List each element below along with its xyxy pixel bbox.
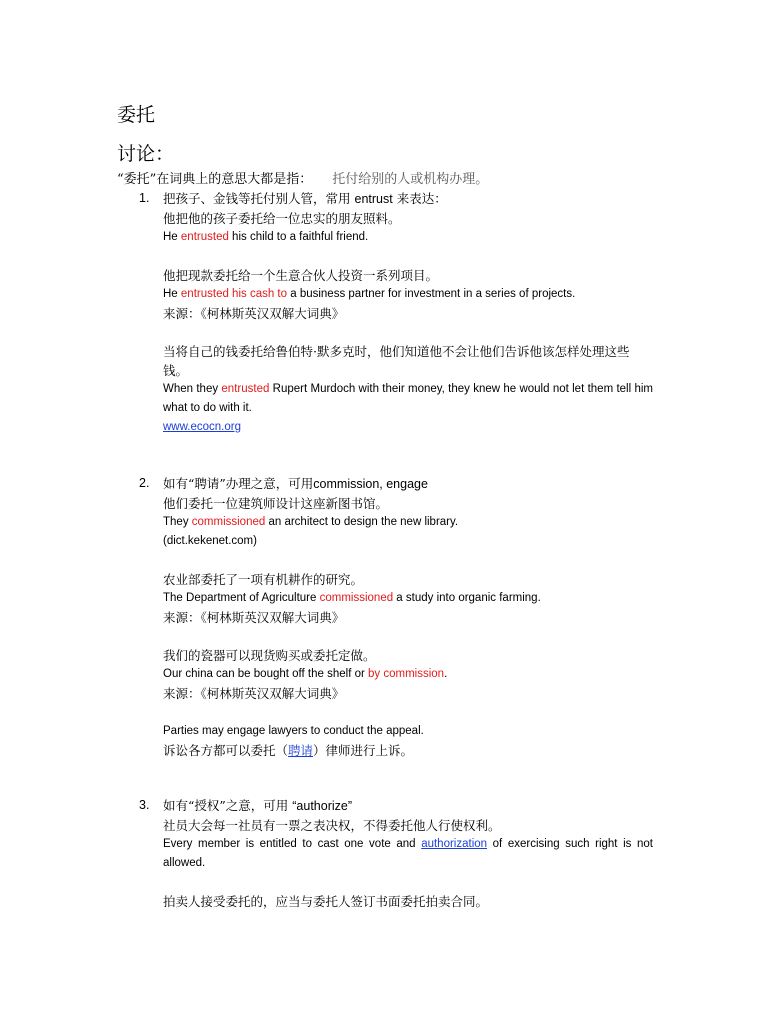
example-en xyxy=(163,835,653,873)
example-en-text: of exercising such right is not allowed. xyxy=(163,838,653,869)
example-cn: 他把他的孩子委托给一位忠实的朋友照料。 xyxy=(163,211,401,226)
authorization-link[interactable]: authorization xyxy=(421,838,488,850)
example-cn xyxy=(163,741,653,760)
example-en-text: . xyxy=(444,668,448,680)
glossary-link[interactable]: 聘请 xyxy=(288,743,314,758)
example-source: (dict.kekenet.com) xyxy=(163,535,257,547)
item-heading-text: 如有“聘请”办理之意，可用 xyxy=(163,476,314,491)
example-en-text: a business partner for investment in a series of projects. xyxy=(287,288,576,300)
discussion-heading: 讨论： xyxy=(117,143,175,165)
example-en: Parties may engage lawyers to conduct the appeal. xyxy=(163,725,424,737)
example-highlight: commissioned xyxy=(191,516,266,528)
example-cn: 他把现款委托给一个生意合伙人投资一系列项目。 xyxy=(163,268,439,283)
example-en-text: an architect to design the new library. xyxy=(265,516,459,528)
example-en-text: He xyxy=(163,288,181,300)
item-heading-term: “authorize” xyxy=(292,799,353,813)
example-highlight: entrusted his cash to xyxy=(180,288,288,300)
item-heading-term: commission, engage xyxy=(313,477,428,491)
page-title: 委托 xyxy=(117,104,156,126)
source-link[interactable]: www.ecocn.org xyxy=(163,421,241,433)
example-en-text: The Department of Agriculture xyxy=(163,592,320,604)
example-en xyxy=(163,665,653,684)
example-cn: 我们的瓷器可以现货购买或委托定做。 xyxy=(163,648,376,663)
item-number: 1. xyxy=(139,191,150,205)
list-item-2 xyxy=(117,474,653,760)
intro-line xyxy=(117,171,488,189)
example-cn: 社员大会每一社员有一票之表决权，不得委托他人行使权利。 xyxy=(163,818,501,833)
example-highlight: entrusted xyxy=(221,383,270,395)
example-en-text: Our china can be bought off the shelf or xyxy=(163,668,369,680)
item-heading xyxy=(163,189,653,209)
list-item-3 xyxy=(117,796,653,911)
item-heading xyxy=(163,474,653,494)
example-en-text: They xyxy=(163,516,192,528)
example-cn-text: 诉讼各方都可以委托（ xyxy=(163,743,289,758)
example-en-text: When they xyxy=(163,383,222,395)
example-cn: 拍卖人接受委托的，应当与委托人签订书面委托拍卖合同。 xyxy=(163,894,489,909)
example-en xyxy=(163,380,653,418)
example-cn: 他们委托一位建筑师设计这座新图书馆。 xyxy=(163,496,389,511)
example-source: 来源：《柯林斯英汉双解大词典》 xyxy=(163,306,345,321)
item-heading-text-end: 来表达： xyxy=(396,191,447,206)
item-heading-term: entrust xyxy=(354,192,393,206)
example-cn: 当将自己的钱委托给鲁伯特·默多克时，他们知道他不会让他们告诉他该怎样处理这些钱。 xyxy=(163,344,630,378)
example-highlight: by commission xyxy=(368,668,445,680)
example-en xyxy=(163,589,653,608)
item-heading xyxy=(163,796,653,816)
item-number: 3. xyxy=(139,798,150,812)
intro-text: “委托”在词典上的意思大都是指： xyxy=(117,172,313,187)
example-en xyxy=(163,228,653,247)
intro-definition: 托付给别的人或机构办理。 xyxy=(332,172,489,187)
example-highlight: commissioned xyxy=(319,592,394,604)
example-en xyxy=(163,513,653,532)
example-en-text: Rupert Murdoch with their money, they knew he would not let them tell him what to do with it. xyxy=(163,383,653,414)
item-heading-text: 把孩子、金钱等托付别人管，常用 xyxy=(163,191,351,206)
list-item-1 xyxy=(117,189,653,437)
example-source: 来源：《柯林斯英汉双解大词典》 xyxy=(163,610,345,625)
example-en-text: Every member is entitled to cast one vote and xyxy=(163,838,422,850)
example-cn: 农业部委托了一项有机耕作的研究。 xyxy=(163,572,364,587)
item-heading-text: 如有“授权”之意，可用 xyxy=(163,798,289,813)
example-source: 来源：《柯林斯英汉双解大词典》 xyxy=(163,686,345,701)
example-en-text: his child to a faithful friend. xyxy=(228,231,369,243)
item-number: 2. xyxy=(139,476,150,490)
example-en-text: He xyxy=(163,231,181,243)
source-link-line xyxy=(163,418,653,437)
example-en-text: a study into organic farming. xyxy=(393,592,541,604)
example-highlight: entrusted xyxy=(180,231,229,243)
example-cn-text: ）律师进行上诉。 xyxy=(313,743,414,758)
example-en xyxy=(163,285,653,304)
